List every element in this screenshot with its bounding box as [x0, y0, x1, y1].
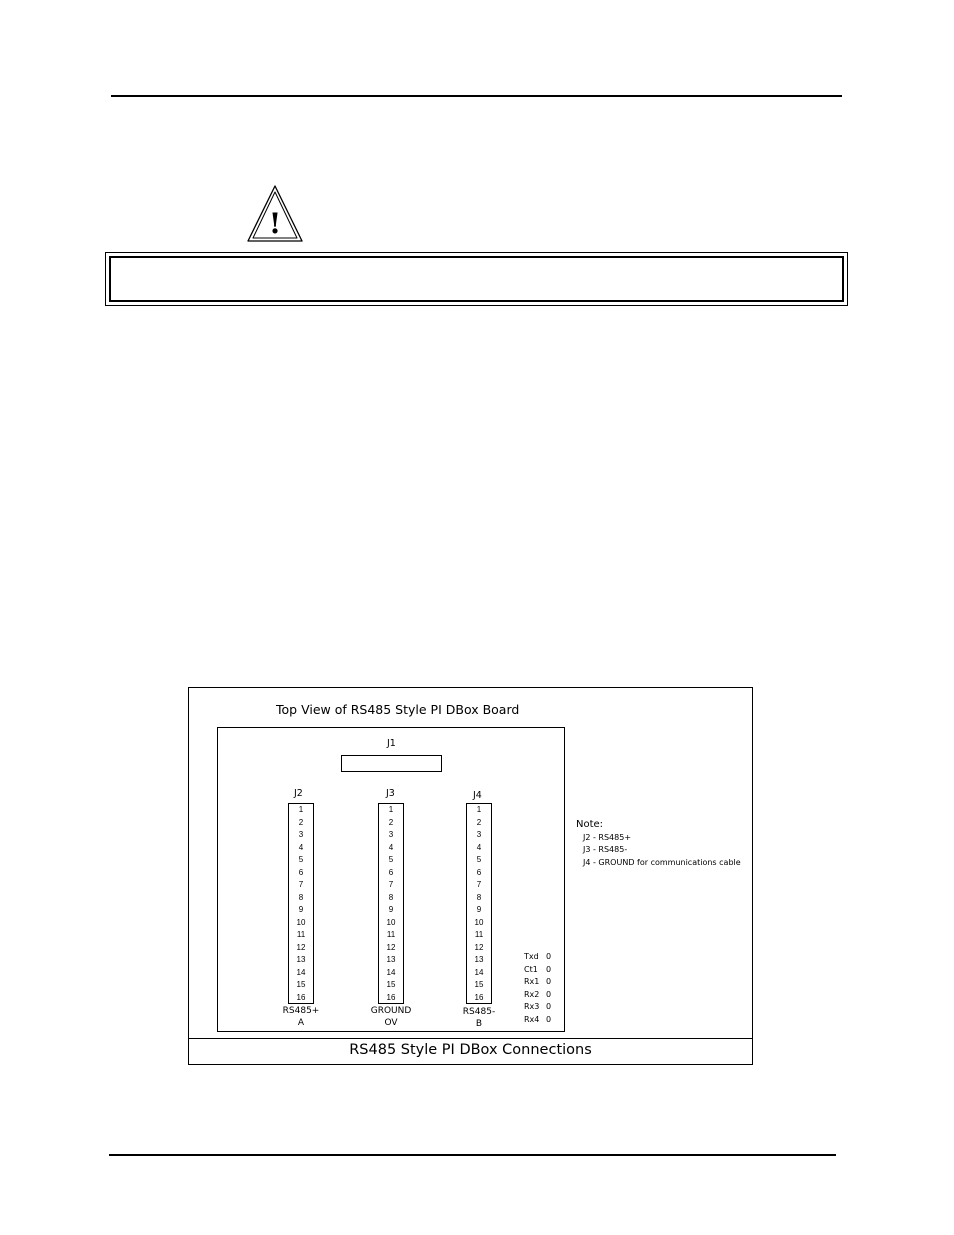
pin-number: 16 [474, 992, 484, 1002]
led-state: 0 [546, 989, 552, 999]
j1-label: J1 [387, 738, 396, 749]
note-line: J2 - RS485+ [583, 832, 632, 842]
pin-number: 1 [388, 805, 394, 814]
led-name: Txd [524, 952, 539, 961]
pin-number: 15 [386, 980, 396, 989]
j3-pin-header [378, 803, 404, 1004]
note-title: Note: [576, 819, 604, 830]
led-state: 0 [546, 964, 552, 974]
figure-caption-bar [189, 1038, 752, 1064]
pin-number: 2 [298, 817, 304, 827]
j4-label: J4 [473, 790, 482, 801]
pin-number: 7 [388, 880, 394, 889]
pin-number: 11 [386, 930, 396, 939]
led-row-rx4 [524, 1014, 558, 1027]
status-led-list [524, 951, 558, 1026]
led-name: Ct1 [524, 964, 538, 974]
j3-label: J3 [386, 788, 395, 799]
pin-number: 15 [296, 980, 306, 989]
note-line: J4 - GROUND for communications cable [583, 857, 741, 867]
led-row-rx2 [524, 989, 558, 1002]
pin-number: 4 [298, 842, 304, 852]
j2-pin-header [288, 803, 314, 1004]
pin-number: 14 [474, 967, 484, 977]
j4-signal-label [444, 1006, 514, 1030]
led-row-txd [524, 951, 558, 964]
pin-number: 14 [296, 967, 306, 977]
footer-rule [109, 1154, 836, 1156]
pin-number: 3 [388, 830, 394, 839]
j4-signal-line: B [475, 1019, 483, 1029]
pin-number: 16 [296, 992, 306, 1002]
j2-signal-label [266, 1005, 336, 1029]
pin-number: 10 [474, 917, 484, 927]
j3-signal-label [356, 1005, 426, 1029]
caution-triangle-icon [245, 183, 305, 245]
pin-number: 5 [476, 855, 482, 864]
led-row-ct1 [524, 964, 558, 977]
warning-box [105, 252, 848, 306]
pin-number: 10 [296, 917, 306, 927]
j2-signal-name: RS485+ [282, 1006, 320, 1016]
pin-number: 6 [388, 867, 394, 877]
pin-number: 3 [298, 830, 304, 839]
pin-number: 9 [298, 905, 304, 914]
j2-label: J2 [294, 788, 303, 799]
pin-number: 13 [474, 955, 484, 964]
pin-number: 7 [298, 880, 304, 889]
pin-number: 12 [386, 942, 396, 952]
pin-number: 4 [388, 842, 394, 852]
pin-number: 14 [386, 967, 396, 977]
pin-number: 1 [298, 805, 304, 814]
led-name: Rx3 [524, 1002, 540, 1011]
pin-number: 9 [388, 905, 394, 914]
pin-number: 6 [298, 867, 304, 877]
caution-glyph: ! [268, 207, 282, 240]
pin-number: 11 [474, 930, 484, 939]
pin-number: 7 [476, 880, 482, 889]
pin-number: 8 [476, 892, 482, 902]
led-name: Rx4 [524, 1014, 540, 1024]
pin-number: 6 [476, 867, 482, 877]
dbox-board [217, 727, 565, 1032]
led-row-rx1 [524, 976, 558, 989]
pin-number: 8 [388, 892, 394, 902]
pin-number: 12 [474, 942, 484, 952]
led-row-rx3 [524, 1001, 558, 1014]
pin-number: 2 [476, 817, 482, 827]
pin-number: 15 [474, 980, 484, 989]
pin-number: 13 [296, 955, 306, 964]
pin-number: 9 [476, 905, 482, 914]
led-state: 0 [546, 1002, 552, 1011]
j4-signal-name: RS485- [462, 1007, 496, 1017]
j1-header [341, 755, 442, 772]
pin-number: 12 [296, 942, 306, 952]
j3-signal-name: GROUND [370, 1006, 412, 1016]
pin-number: 3 [476, 830, 482, 839]
pin-number: 1 [476, 805, 482, 814]
figure-caption: RS485 Style PI DBox Connections [349, 1042, 592, 1058]
header-rule [111, 95, 842, 97]
j2-signal-line: A [297, 1018, 305, 1028]
note-line: J3 - RS485- [583, 845, 628, 854]
pin-number: 2 [388, 817, 394, 827]
connection-note [576, 819, 741, 869]
figure-panel [188, 687, 753, 1065]
pin-number: 5 [388, 855, 394, 864]
pin-number: 8 [298, 892, 304, 902]
warning-box-inner-border [109, 256, 844, 302]
led-name: Rx1 [524, 977, 540, 986]
pin-number: 13 [386, 955, 396, 964]
pin-number: 4 [476, 842, 482, 852]
j4-pin-header [466, 803, 492, 1004]
led-state: 0 [546, 977, 552, 986]
j3-signal-line: OV [384, 1018, 398, 1028]
led-state: 0 [546, 952, 552, 961]
led-state: 0 [546, 1014, 552, 1024]
pin-number: 5 [298, 855, 304, 864]
led-name: Rx2 [524, 989, 540, 999]
pin-number: 11 [296, 930, 306, 939]
pin-number: 16 [386, 992, 396, 1002]
pin-number: 10 [386, 917, 396, 927]
figure-title: Top View of RS485 Style PI DBox Board [276, 702, 520, 717]
